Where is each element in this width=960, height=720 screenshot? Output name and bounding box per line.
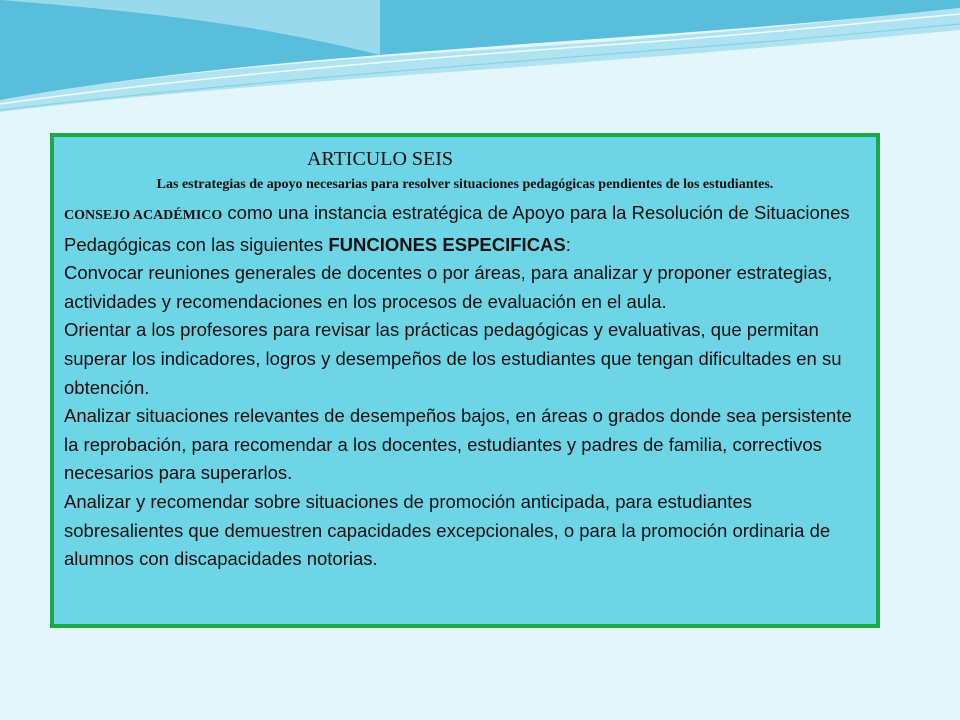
function-paragraph-4: Analizar y recomendar sobre situaciones de promoción anticipada, para estudiantes sobresalientes que demuestren capacidades excepcionales, o para la promoción ordinaria de alumnos con discapacidades notorias. bbox=[64, 490, 831, 570]
content-box bbox=[50, 133, 880, 628]
functions-colon: : bbox=[565, 233, 571, 255]
function-paragraph-1: Convocar reuniones generales de docentes o por áreas, para analizar y proponer estrategias, actividades y recomendaciones en los procesos de evaluación en el aula. bbox=[64, 262, 833, 312]
council-paragraph bbox=[64, 199, 866, 259]
function-paragraph-3: Analizar situaciones relevantes de desempeños bajos, en áreas o grados donde sea persistente la reprobación, para recomendar a los docentes, estudiantes y padres de familia, correctivos necesarios para superarlos. bbox=[64, 405, 852, 484]
function-paragraph-2: Orientar a los profesores para revisar las prácticas pedagógicas y evaluativas, que permitan superar los indicadores, logros y desempeños de los estudiantes que tengan dificultades en su obtención. bbox=[64, 319, 842, 398]
functions-label: FUNCIONES ESPECIFICAS bbox=[328, 233, 566, 255]
decorative-wave-header bbox=[0, 0, 960, 140]
council-label: CONSEJO ACADÉMICO bbox=[64, 208, 223, 223]
article-title: ARTICULO SEIS bbox=[306, 148, 454, 170]
council-text: como una instancia estratégica de Apoyo para la Resolución de Situaciones Pedagógicas con las siguientes bbox=[64, 202, 850, 255]
article-subtitle: Las estrategias de apoyo necesarias para resolver situaciones pedagógicas pendientes de los estudiantes. bbox=[156, 177, 774, 192]
